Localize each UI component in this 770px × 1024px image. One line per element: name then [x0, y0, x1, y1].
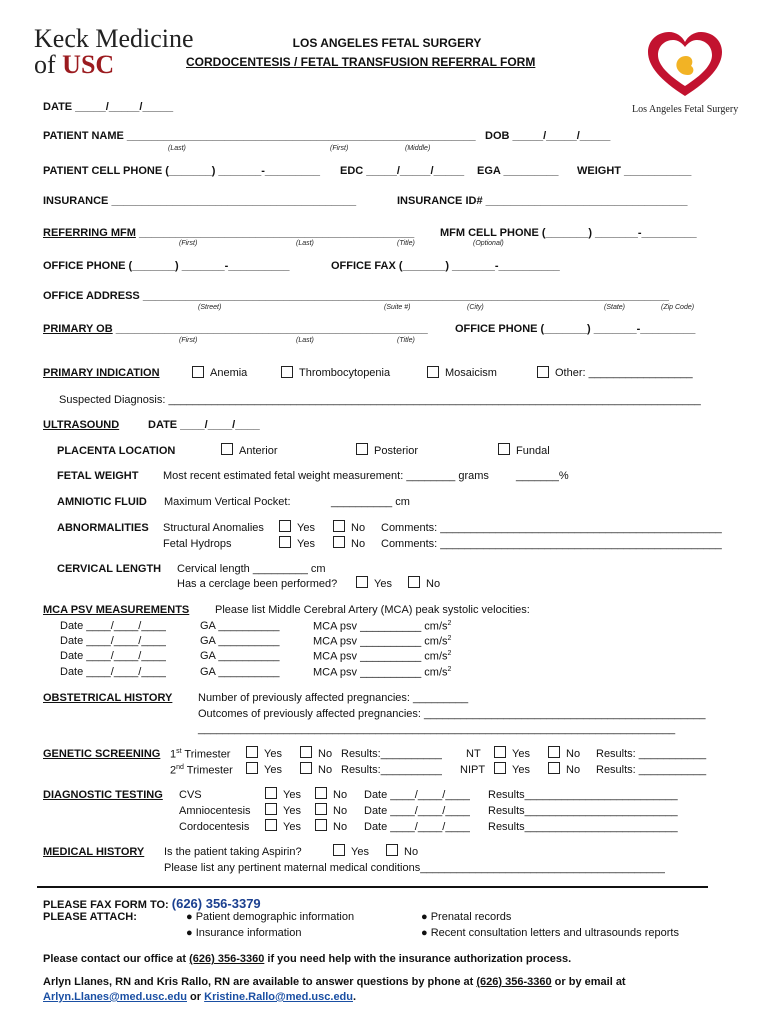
- placenta-location-label: PLACENTA LOCATION: [57, 445, 176, 457]
- keck-logo-of: of: [34, 50, 63, 79]
- nipt-yes-label: Yes: [512, 764, 530, 776]
- diag-no-checkbox[interactable]: [315, 787, 327, 799]
- posterior-checkbox[interactable]: [356, 443, 368, 455]
- keck-logo-line2: [34, 52, 194, 78]
- mfm-cell-optional-caption: (Optional): [473, 240, 504, 247]
- aspirin-no-label: No: [404, 846, 419, 858]
- keck-logo: [34, 26, 194, 78]
- address-suite-caption: (Suite #): [384, 304, 411, 311]
- referring-mfm-field[interactable]: [43, 227, 414, 239]
- second-tri-no-label: No: [318, 764, 333, 776]
- medical-history-label: MEDICAL HISTORY: [43, 846, 145, 858]
- contact-office-text: [43, 953, 571, 965]
- trimester-num: 1: [170, 748, 177, 761]
- nt-yes-checkbox[interactable]: [494, 746, 506, 758]
- diag-yes-label: Yes: [283, 805, 301, 817]
- nt-yes-label: Yes: [512, 748, 530, 760]
- attach-item: ● Patient demographic information: [186, 911, 355, 923]
- fax-number: (626) 356-3379: [171, 896, 261, 911]
- diag-no-label: No: [333, 805, 348, 817]
- date-field[interactable]: DATE _____/_____/_____: [43, 101, 174, 113]
- aspirin-yes-checkbox[interactable]: [333, 844, 345, 856]
- fax-instruction: [43, 896, 261, 911]
- attach-item: ● Prenatal records: [421, 911, 512, 923]
- posterior-label: Posterior: [374, 445, 419, 457]
- lafs-caption: Los Angeles Fetal Surgery: [632, 104, 739, 115]
- primary-ob-line: ___________________________________________________: [112, 323, 428, 335]
- email-link-rallo[interactable]: Kristine.Rallo@med.usc.edu: [204, 991, 353, 1003]
- nipt-label: NIPT: [460, 764, 486, 776]
- office-fax-field[interactable]: OFFICE FAX (_______) _______-__________: [331, 260, 560, 272]
- hydrops-comments-field[interactable]: Comments: ______________________________________________: [381, 538, 722, 550]
- structural-anomalies-label: Structural Anomalies: [163, 522, 264, 534]
- cerclage-no-checkbox[interactable]: [408, 576, 420, 588]
- hydrops-no-checkbox[interactable]: [333, 536, 345, 548]
- attach-item: ● Insurance information: [186, 927, 302, 939]
- ob-last-caption: (Last): [296, 337, 314, 344]
- contact-text-b: if you need help with the insurance authorization process.: [264, 953, 572, 965]
- diag-date-field[interactable]: Date ____/____/____: [364, 821, 470, 833]
- mfm-cell-field[interactable]: MFM CELL PHONE (_______) _______-_________: [440, 227, 697, 239]
- trimester-word: Trimester: [183, 764, 233, 777]
- fetal-weight-percentile-field[interactable]: _______%: [516, 470, 569, 482]
- mca-date-field[interactable]: Date ____/____/____: [60, 666, 166, 678]
- fetal-hydrops-label: Fetal Hydrops: [163, 538, 232, 550]
- contact-text-a: Please contact our office at: [43, 953, 190, 965]
- structural-comments-field[interactable]: Comments: ______________________________________________: [381, 522, 722, 534]
- lafs-logo: [640, 28, 730, 98]
- diag-results-field[interactable]: Results_________________________: [488, 821, 678, 833]
- office-address-field[interactable]: OFFICE ADDRESS ______________________________________________________________________________________: [43, 290, 669, 302]
- mca-psv-field[interactable]: [313, 620, 451, 633]
- form-org-title: LOS ANGELES FETAL SURGERY: [292, 36, 482, 50]
- aspirin-question: Is the patient taking Aspirin?: [164, 846, 302, 858]
- medical-conditions-field[interactable]: Please list any pertinent maternal medical conditions________________________________________: [164, 862, 665, 874]
- second-tri-yes-checkbox[interactable]: [246, 762, 258, 774]
- diag-yes-label: Yes: [283, 821, 301, 833]
- ob-first-caption: (First): [179, 337, 198, 344]
- first-trimester-label: [170, 748, 230, 761]
- address-zip-caption: (Zip Code): [661, 304, 695, 311]
- keck-logo-line1: Keck Medicine: [34, 24, 194, 53]
- outcomes-field[interactable]: Outcomes of previously affected pregnancies: ______________________________________________: [198, 708, 706, 720]
- suspected-diagnosis-field[interactable]: Suspected Diagnosis: _______________________________________________________________________________________: [59, 394, 701, 406]
- abnormalities-label: ABNORMALITIES: [57, 522, 149, 534]
- email-or: or: [187, 991, 205, 1003]
- nipt-yes-checkbox[interactable]: [494, 762, 506, 774]
- cervical-length-label: CERVICAL LENGTH: [57, 563, 162, 575]
- diag-yes-checkbox[interactable]: [265, 803, 277, 815]
- structural-yes-label: Yes: [297, 522, 315, 534]
- primary-indication-label: PRIMARY INDICATION: [43, 367, 160, 379]
- fetal-weight-field[interactable]: Most recent estimated fetal weight measurement: ________ grams: [163, 470, 489, 482]
- nipt-results-field[interactable]: Results: ___________: [596, 764, 707, 776]
- mosaicism-label: Mosaicism: [445, 367, 497, 379]
- ultrasound-label: ULTRASOUND: [43, 419, 120, 431]
- diag-no-checkbox[interactable]: [315, 819, 327, 831]
- anemia-label: Anemia: [210, 367, 248, 379]
- nurses-contact-text: [43, 976, 626, 988]
- mca-ga-field[interactable]: GA __________: [200, 650, 280, 662]
- referring-mfm-label: REFERRING MFM: [43, 227, 136, 239]
- diag-results-field[interactable]: Results_________________________: [488, 805, 678, 817]
- nurses-emails: [43, 991, 356, 1003]
- mosaicism-checkbox[interactable]: [427, 366, 439, 378]
- mca-psv-sup: 2: [447, 666, 452, 673]
- cervical-length-field[interactable]: Cervical length _________ cm: [177, 563, 326, 575]
- nt-results-field[interactable]: Results: ___________: [596, 748, 707, 760]
- hydrops-yes-checkbox[interactable]: [279, 536, 291, 548]
- nurses-phone: (626) 356-3360: [476, 976, 552, 988]
- heart-logo-icon: [640, 28, 730, 98]
- diag-date-field[interactable]: Date ____/____/____: [364, 805, 470, 817]
- structural-no-label: No: [351, 522, 366, 534]
- attach-item: ● Recent consultation letters and ultrasounds reports: [421, 927, 679, 939]
- contact-phone: (626) 356-3360: [189, 953, 265, 965]
- diag-no-checkbox[interactable]: [315, 803, 327, 815]
- nt-label: NT: [466, 748, 481, 760]
- ob-title-caption: (Title): [397, 337, 415, 344]
- max-vertical-pocket-label: Maximum Vertical Pocket:: [164, 496, 291, 508]
- mca-psv-field[interactable]: [313, 666, 451, 679]
- footer-divider: [37, 886, 708, 888]
- diag-no-label: No: [333, 789, 348, 801]
- office-phone-field[interactable]: OFFICE PHONE (_______) _______-__________: [43, 260, 290, 272]
- referring-first-caption: (First): [179, 240, 198, 247]
- patient-middle-caption: (Middle): [405, 145, 431, 152]
- fetal-weight-label: FETAL WEIGHT: [57, 470, 139, 482]
- form-title: CORDOCENTESIS / FETAL TRANSFUSION REFERRAL FORM: [186, 55, 536, 69]
- diag-yes-checkbox[interactable]: [265, 787, 277, 799]
- second-tri-yes-label: Yes: [264, 764, 282, 776]
- thrombocytopenia-checkbox[interactable]: [281, 366, 293, 378]
- mca-psv-text: MCA psv __________ cm/s: [313, 620, 448, 633]
- edc-field[interactable]: EDC _____/_____/_____: [340, 165, 465, 177]
- mca-psv-field[interactable]: [313, 635, 451, 648]
- trimester-sup: nd: [176, 764, 184, 771]
- patient-last-caption: (Last): [168, 145, 186, 152]
- mca-psv-text: MCA psv __________ cm/s: [313, 650, 448, 663]
- anterior-checkbox[interactable]: [221, 443, 233, 455]
- second-tri-no-checkbox[interactable]: [300, 762, 312, 774]
- mca-date-field[interactable]: Date ____/____/____: [60, 620, 166, 632]
- trimester-sup: st: [176, 748, 182, 755]
- obstetrical-history-label: OBSTETRICAL HISTORY: [43, 692, 173, 704]
- diag-results-field[interactable]: Results_________________________: [488, 789, 678, 801]
- aspirin-no-checkbox[interactable]: [386, 844, 398, 856]
- structural-no-checkbox[interactable]: [333, 520, 345, 532]
- cerclage-question: Has a cerclage been performed?: [177, 578, 338, 590]
- genetic-screening-label: GENETIC SCREENING: [43, 748, 161, 760]
- keck-logo-usc: USC: [62, 50, 115, 79]
- nipt-no-checkbox[interactable]: [548, 762, 560, 774]
- diag-test-name: Cordocentesis: [179, 821, 250, 833]
- dob-field[interactable]: DOB _____/_____/_____: [485, 130, 611, 142]
- mca-psv-label: MCA PSV MEASUREMENTS: [43, 604, 190, 616]
- diag-test-name: CVS: [179, 789, 202, 801]
- mca-psv-sup: 2: [447, 650, 452, 657]
- address-street-caption: (Street): [198, 304, 222, 311]
- mca-psv-text: MCA psv __________ cm/s: [313, 666, 448, 679]
- hydrops-no-label: No: [351, 538, 366, 550]
- insurance-id-field[interactable]: INSURANCE ID# _________________________________: [397, 195, 688, 207]
- fax-label: PLEASE FAX FORM TO:: [43, 899, 169, 911]
- diagnostic-testing-label: DIAGNOSTIC TESTING: [43, 789, 163, 801]
- other-field[interactable]: Other: _________________: [555, 367, 693, 379]
- referring-title-caption: (Title): [397, 240, 415, 247]
- address-state-caption: (State): [604, 304, 626, 311]
- patient-name-field[interactable]: PATIENT NAME _________________________________________________________: [43, 130, 476, 142]
- max-vertical-pocket-field[interactable]: __________ cm: [331, 496, 410, 508]
- mca-ga-field[interactable]: GA __________: [200, 620, 280, 632]
- referring-last-caption: (Last): [296, 240, 314, 247]
- ob-office-phone-field[interactable]: OFFICE PHONE (_______) _______-_________: [455, 323, 696, 335]
- primary-ob-field[interactable]: [43, 323, 428, 335]
- patient-cell-field[interactable]: PATIENT CELL PHONE (_______) _______-_________: [43, 165, 320, 177]
- mca-date-field[interactable]: Date ____/____/____: [60, 635, 166, 647]
- anemia-checkbox[interactable]: [192, 366, 204, 378]
- diag-no-label: No: [333, 821, 348, 833]
- mca-psv-sup: 2: [447, 635, 452, 642]
- aspirin-yes-label: Yes: [351, 846, 369, 858]
- primary-ob-label: PRIMARY OB: [43, 323, 113, 335]
- trimester-word: Trimester: [181, 748, 231, 761]
- referring-mfm-line: _____________________________________________: [135, 227, 415, 239]
- insurance-field[interactable]: INSURANCE ________________________________________: [43, 195, 357, 207]
- patient-first-caption: (First): [330, 145, 349, 152]
- amniotic-fluid-label: AMNIOTIC FLUID: [57, 496, 147, 508]
- email-link-llanes[interactable]: Arlyn.Llanes@med.usc.edu: [43, 991, 187, 1003]
- diag-date-field[interactable]: Date ____/____/____: [364, 789, 470, 801]
- hydrops-yes-label: Yes: [297, 538, 315, 550]
- mca-psv-field[interactable]: [313, 650, 451, 663]
- cerclage-no-label: No: [426, 578, 441, 590]
- nt-no-label: No: [566, 748, 581, 760]
- fundal-label: Fundal: [516, 445, 550, 457]
- diag-yes-checkbox[interactable]: [265, 819, 277, 831]
- nipt-no-label: No: [566, 764, 581, 776]
- outcomes-extra-line[interactable]: ______________________________________________________________________________: [198, 723, 676, 735]
- affected-pregnancies-field[interactable]: Number of previously affected pregnancies: _________: [198, 692, 469, 704]
- nurses-text-b: or by email at: [551, 976, 626, 988]
- mca-ga-field[interactable]: GA __________: [200, 666, 280, 678]
- mca-psv-text: MCA psv __________ cm/s: [313, 635, 448, 648]
- fundal-checkbox[interactable]: [498, 443, 510, 455]
- nurses-text-a: Arlyn Llanes, RN and Kris Rallo, RN are available to answer questions by phone at: [43, 976, 477, 988]
- trimester-num: 2: [170, 764, 177, 777]
- first-tri-yes-checkbox[interactable]: [246, 746, 258, 758]
- email-period: .: [353, 991, 357, 1003]
- cerclage-yes-checkbox[interactable]: [356, 576, 368, 588]
- anterior-label: Anterior: [239, 445, 278, 457]
- diag-test-name: Amniocentesis: [179, 805, 251, 817]
- second-tri-results-field[interactable]: Results:__________: [341, 764, 442, 776]
- mca-intro: Please list Middle Cerebral Artery (MCA) peak systolic velocities:: [215, 604, 530, 616]
- thrombocytopenia-label: Thrombocytopenia: [299, 367, 391, 379]
- diag-yes-label: Yes: [283, 789, 301, 801]
- weight-field[interactable]: WEIGHT ___________: [577, 165, 692, 177]
- structural-yes-checkbox[interactable]: [279, 520, 291, 532]
- address-city-caption: (City): [467, 304, 484, 311]
- attach-label: PLEASE ATTACH:: [43, 911, 137, 923]
- cerclage-yes-label: Yes: [374, 578, 392, 590]
- other-checkbox[interactable]: [537, 366, 549, 378]
- mca-date-field[interactable]: Date ____/____/____: [60, 650, 166, 662]
- mca-ga-field[interactable]: GA __________: [200, 635, 280, 647]
- mca-psv-sup: 2: [447, 620, 452, 627]
- first-tri-results-field[interactable]: Results:__________: [341, 748, 442, 760]
- ega-field[interactable]: EGA _________: [477, 165, 559, 177]
- second-trimester-label: [170, 764, 233, 777]
- first-tri-yes-label: Yes: [264, 748, 282, 760]
- first-tri-no-label: No: [318, 748, 333, 760]
- ultrasound-date-field[interactable]: DATE ____/____/____: [148, 419, 260, 431]
- first-tri-no-checkbox[interactable]: [300, 746, 312, 758]
- nt-no-checkbox[interactable]: [548, 746, 560, 758]
